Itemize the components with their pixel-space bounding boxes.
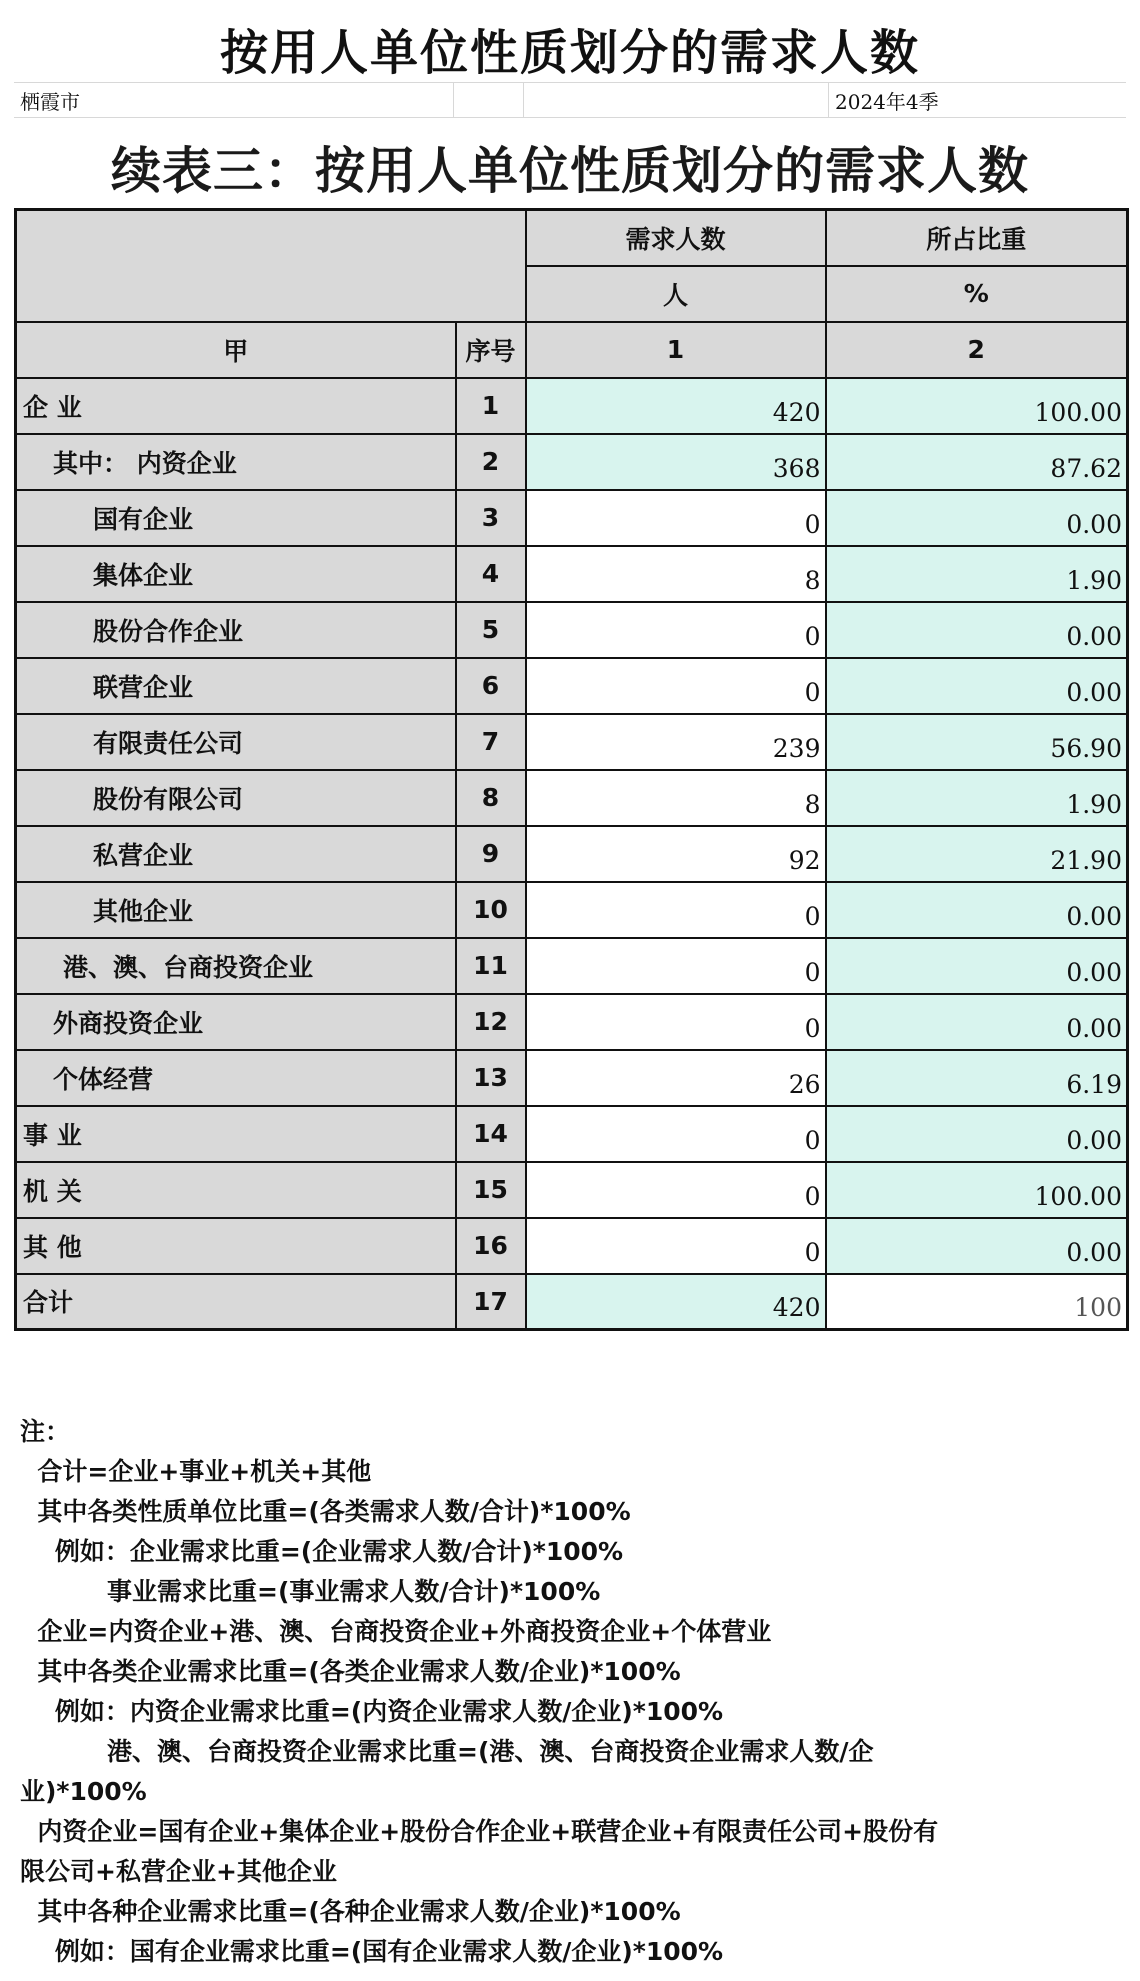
demand-table [14, 208, 1129, 1331]
table-row [16, 714, 1128, 770]
row-share: 87.62 [826, 434, 1128, 490]
row-share: 0.00 [826, 490, 1128, 546]
row-demand: 0 [526, 602, 826, 658]
row-demand: 0 [526, 1106, 826, 1162]
note-line: 例如：内资企业需求比重=(内资企业需求人数/企业)*100% [20, 1697, 724, 1726]
table-row [16, 1106, 1128, 1162]
row-seq: 15 [456, 1162, 526, 1218]
row-label: 有限责任公司 [16, 714, 456, 770]
table-row [16, 994, 1128, 1050]
col-index-1: 1 [526, 322, 826, 378]
row-demand: 0 [526, 658, 826, 714]
row-demand: 239 [526, 714, 826, 770]
col-header-seq: 序号 [456, 322, 526, 378]
note-line: 注： [20, 1417, 71, 1446]
row-seq: 7 [456, 714, 526, 770]
report-meta-row [14, 83, 1126, 118]
note-line: 合计=企业+事业+机关+其他 [20, 1457, 372, 1486]
row-label: 国有企业 [16, 490, 456, 546]
row-label: 私营企业 [16, 826, 456, 882]
row-share: 1.90 [826, 546, 1128, 602]
note-line: 港、澳、台商投资企业需求比重=(港、澳、台商投资企业需求人数/企 [20, 1737, 874, 1766]
row-seq: 8 [456, 770, 526, 826]
row-label: 集体企业 [16, 546, 456, 602]
row-label: 港、澳、台商投资企业 [16, 938, 456, 994]
table-row [16, 826, 1128, 882]
row-share: 1.90 [826, 770, 1128, 826]
table-row [16, 1162, 1128, 1218]
row-share: 100 [826, 1274, 1128, 1330]
row-share: 56.90 [826, 714, 1128, 770]
row-demand: 368 [526, 434, 826, 490]
index-row [16, 322, 1128, 378]
row-label: 事 业 [16, 1106, 456, 1162]
row-seq: 12 [456, 994, 526, 1050]
col-unit-share: % [826, 266, 1128, 322]
meta-blank-cell [454, 83, 524, 117]
row-label: 其中： 内资企业 [16, 434, 456, 490]
note-line: 其中各类企业需求比重=(各类企业需求人数/企业)*100% [20, 1657, 681, 1686]
total-row [16, 1274, 1128, 1330]
row-share: 100.00 [826, 1162, 1128, 1218]
col-header-demand: 需求人数 [526, 210, 826, 266]
table-row [16, 602, 1128, 658]
row-seq: 16 [456, 1218, 526, 1274]
row-seq: 3 [456, 490, 526, 546]
row-seq: 5 [456, 602, 526, 658]
row-seq: 11 [456, 938, 526, 994]
table-row [16, 378, 1128, 434]
note-line: 企业=内资企业+港、澳、台商投资企业+外商投资企业+个体营业 [20, 1617, 772, 1646]
row-share: 0.00 [826, 938, 1128, 994]
row-share: 0.00 [826, 1218, 1128, 1274]
table-row [16, 882, 1128, 938]
table-row [16, 490, 1128, 546]
row-demand: 0 [526, 490, 826, 546]
row-share: 0.00 [826, 1106, 1128, 1162]
row-label: 机 关 [16, 1162, 456, 1218]
row-label: 联营企业 [16, 658, 456, 714]
notes-section [20, 1412, 1120, 1972]
table-row [16, 938, 1128, 994]
row-seq: 4 [456, 546, 526, 602]
row-demand: 0 [526, 1218, 826, 1274]
row-seq: 14 [456, 1106, 526, 1162]
row-share: 0.00 [826, 658, 1128, 714]
col-unit-demand: 人 [526, 266, 826, 322]
row-label: 合计 [16, 1274, 456, 1330]
row-share: 0.00 [826, 882, 1128, 938]
row-share: 0.00 [826, 994, 1128, 1050]
row-demand: 0 [526, 994, 826, 1050]
table-row [16, 1218, 1128, 1274]
row-seq: 17 [456, 1274, 526, 1330]
row-demand: 26 [526, 1050, 826, 1106]
header-row [16, 210, 1128, 266]
table-title: 续表三：按用人单位性质划分的需求人数 [111, 142, 1029, 200]
table-row [16, 658, 1128, 714]
row-share: 21.90 [826, 826, 1128, 882]
row-demand: 92 [526, 826, 826, 882]
header-blank-cell [16, 210, 526, 322]
note-line: 其中各种企业需求比重=(各种企业需求人数/企业)*100% [20, 1897, 681, 1926]
table-row [16, 546, 1128, 602]
col-index-2: 2 [826, 322, 1128, 378]
report-header [14, 14, 1126, 118]
row-label: 股份合作企业 [16, 602, 456, 658]
note-line: 例如：企业需求比重=(企业需求人数/合计)*100% [20, 1537, 624, 1566]
row-label: 其他企业 [16, 882, 456, 938]
note-line: 内资企业=国有企业+集体企业+股份合作企业+联营企业+有限责任公司+股份有 [20, 1817, 939, 1846]
row-seq: 9 [456, 826, 526, 882]
row-demand: 0 [526, 1162, 826, 1218]
region-label: 栖霞市 [14, 83, 454, 117]
row-demand: 8 [526, 546, 826, 602]
row-label: 股份有限公司 [16, 770, 456, 826]
row-label: 企 业 [16, 378, 456, 434]
col-header-jia: 甲 [16, 322, 456, 378]
row-seq: 1 [456, 378, 526, 434]
row-label: 个体经营 [16, 1050, 456, 1106]
row-label: 其 他 [16, 1218, 456, 1274]
table-row [16, 1050, 1128, 1106]
note-line: 限公司+私营企业+其他企业 [20, 1857, 337, 1886]
row-demand: 8 [526, 770, 826, 826]
note-line: 事业需求比重=(事业需求人数/合计)*100% [20, 1577, 601, 1606]
period-label: 2024年4季 [835, 89, 939, 114]
col-header-share: 所占比重 [826, 210, 1128, 266]
row-demand: 420 [526, 1274, 826, 1330]
row-demand: 0 [526, 938, 826, 994]
table-row [16, 770, 1128, 826]
row-share: 100.00 [826, 378, 1128, 434]
row-label: 外商投资企业 [16, 994, 456, 1050]
table-row [16, 434, 1128, 490]
note-line: 例如：国有企业需求比重=(国有企业需求人数/企业)*100% [20, 1937, 724, 1966]
note-line: 业)*100% [20, 1777, 147, 1806]
row-share: 0.00 [826, 602, 1128, 658]
row-seq: 13 [456, 1050, 526, 1106]
note-line: 其中各类性质单位比重=(各类需求人数/合计)*100% [20, 1497, 631, 1526]
report-title: 按用人单位性质划分的需求人数 [14, 14, 1126, 83]
row-seq: 2 [456, 434, 526, 490]
row-demand: 420 [526, 378, 826, 434]
row-demand: 0 [526, 882, 826, 938]
row-seq: 10 [456, 882, 526, 938]
meta-blank-cell [524, 83, 829, 117]
row-seq: 6 [456, 658, 526, 714]
row-share: 6.19 [826, 1050, 1128, 1106]
